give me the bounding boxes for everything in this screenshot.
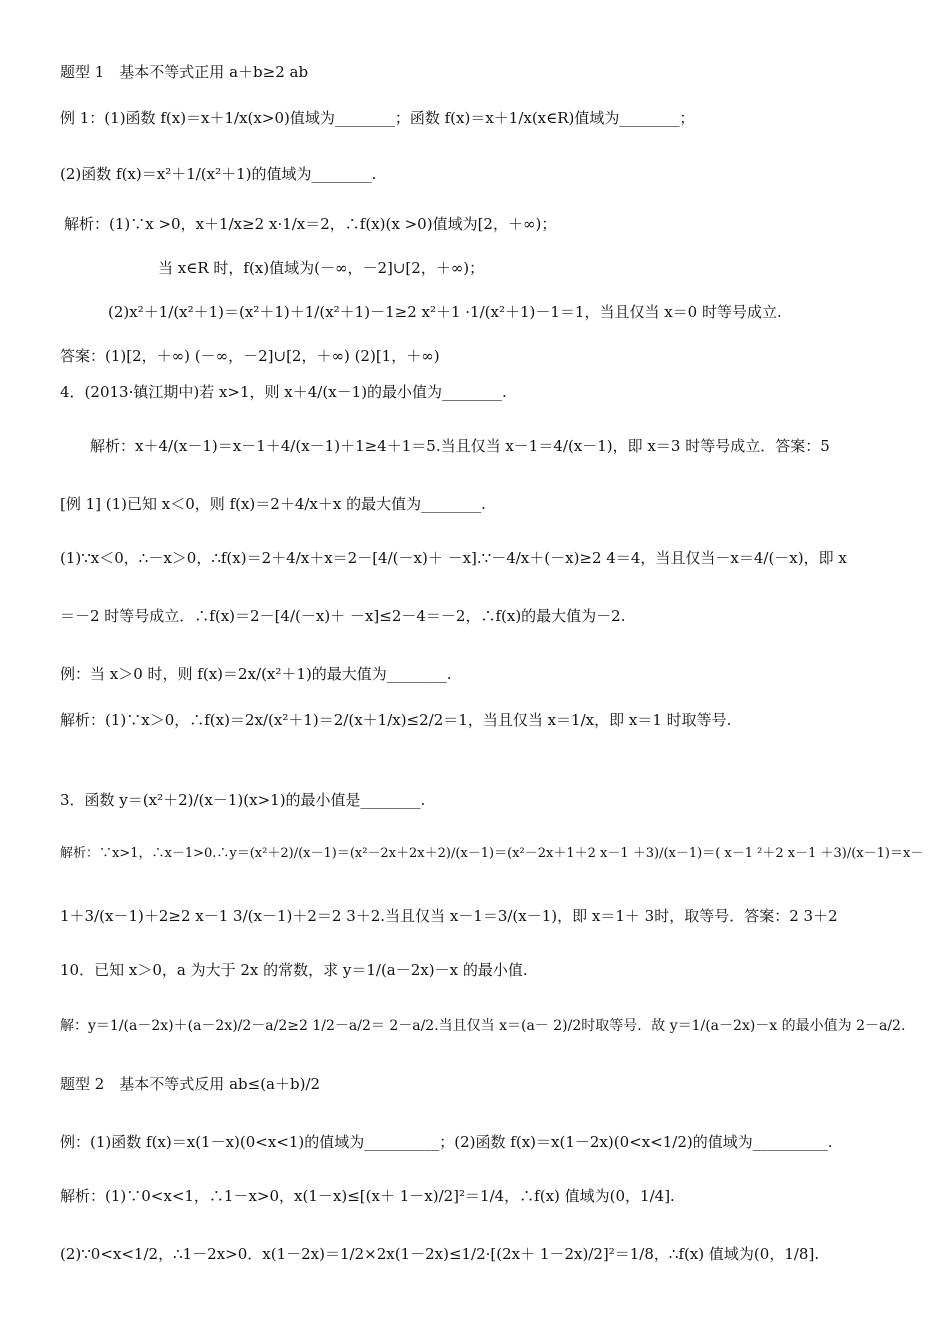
solution-line: 当 x∈R 时，f(x)值域为(－∞，－2]∪[2，＋∞)； [158,259,485,277]
solution-line: 解析：(1)∵0<x<1，∴1－x>0，x(1－x)≤[(x＋ 1－x)/2]²＝1/4，∴f(x) 值域为(0，1/4]. [60,1187,675,1205]
section-heading: 题型 2 基本不等式反用 ab≤(a＋b)/2 [60,1075,321,1093]
solution-line: 解析：∵x>1，∴x－1>0.∴y＝(x²＋2)/(x－1)＝(x²－2x＋2x＋2)/(x－1)＝(x²－2x＋1＋2 x－1 ＋3)/(x－1)＝( x－1 ²＋2 x－1 ＋3)/(x－1)＝x－ [60,846,924,861]
solution-line: 解：y＝1/(a－2x)＋(a－2x)/2－a/2≥2 1/2－a/2＝ 2－a/2.当且仅当 x＝(a－ 2)/2时取等号．故 y＝1/(a－2x)－x 的最小值为 2－a/2. [60,1018,906,1034]
solution-line: (2)∵0<x<1/2，∴1－2x>0．x(1－2x)＝1/2×2x(1－2x)≤1/2·[(2x＋ 1－2x)/2]²＝1/8，∴f(x) 值域为(0，1/8]. [60,1245,820,1263]
example-line: 例 1：(1)函数 f(x)＝x＋1/x(x>0)值域为________；函数 f(x)＝x＋1/x(x∈R)值域为________； [60,109,695,127]
solution-line: 解析：(1)∵x >0，x＋1/x≥2 x·1/x＝2，∴f(x)(x >0)值域为[2，＋∞)； [64,215,557,233]
problem-line: 3．函数 y＝(x²＋2)/(x－1)(x>1)的最小值是________. [60,791,426,809]
solution-line: ＝－2 时等号成立．∴f(x)＝2－[4/(－x)＋ －x]≤2－4＝－2，∴f(x)的最大值为－2. [60,607,626,625]
example-line: 例：当 x＞0 时，则 f(x)＝2x/(x²＋1)的最大值为________. [60,665,452,683]
problem-line: 4．(2013·镇江期中)若 x>1，则 x＋4/(x－1)的最小值为________. [60,383,507,401]
example-line: [例 1] (1)已知 x＜0，则 f(x)＝2＋4/x＋x 的最大值为________. [60,495,486,513]
solution-line: 解析：x＋4/(x－1)＝x－1＋4/(x－1)＋1≥4＋1＝5.当且仅当 x－1＝4/(x－1)，即 x＝3 时等号成立．答案：5 [90,437,830,455]
example-line: (2)函数 f(x)＝x²＋1/(x²＋1)的值域为________. [60,165,377,183]
section-heading: 题型 1 基本不等式正用 a＋b≥2 ab [60,63,309,81]
problem-line: 10．已知 x＞0，a 为大于 2x 的常数，求 y＝1/(a－2x)－x 的最小值. [60,961,528,979]
solution-line: 解析：(1)∵x＞0，∴f(x)＝2x/(x²＋1)＝2/(x＋1/x)≤2/2＝1，当且仅当 x＝1/x，即 x＝1 时取等号. [60,711,732,729]
solution-line: (2)x²＋1/(x²＋1)＝(x²＋1)＋1/(x²＋1)－1≥2 x²＋1 ·1/(x²＋1)－1＝1，当且仅当 x＝0 时等号成立. [108,303,782,321]
solution-line: 1＋3/(x－1)＋2≥2 x－1 3/(x－1)＋2＝2 3＋2.当且仅当 x－1＝3/(x－1)，即 x＝1＋ 3时，取等号．答案：2 3＋2 [60,907,838,925]
example-line: 例：(1)函数 f(x)＝x(1－x)(0<x<1)的值域为__________；(2)函数 f(x)＝x(1－2x)(0<x<1/2)的值域为__________. [60,1133,833,1151]
answer-line: 答案：(1)[2，＋∞) (－∞，－2]∪[2，＋∞) (2)[1，＋∞) [60,347,440,365]
solution-line: (1)∵x＜0，∴－x＞0，∴f(x)＝2＋4/x＋x＝2－[4/(－x)＋ －x].∵－4/x＋(－x)≥2 4＝4，当且仅当－x＝4/(－x)，即 x [60,549,847,567]
